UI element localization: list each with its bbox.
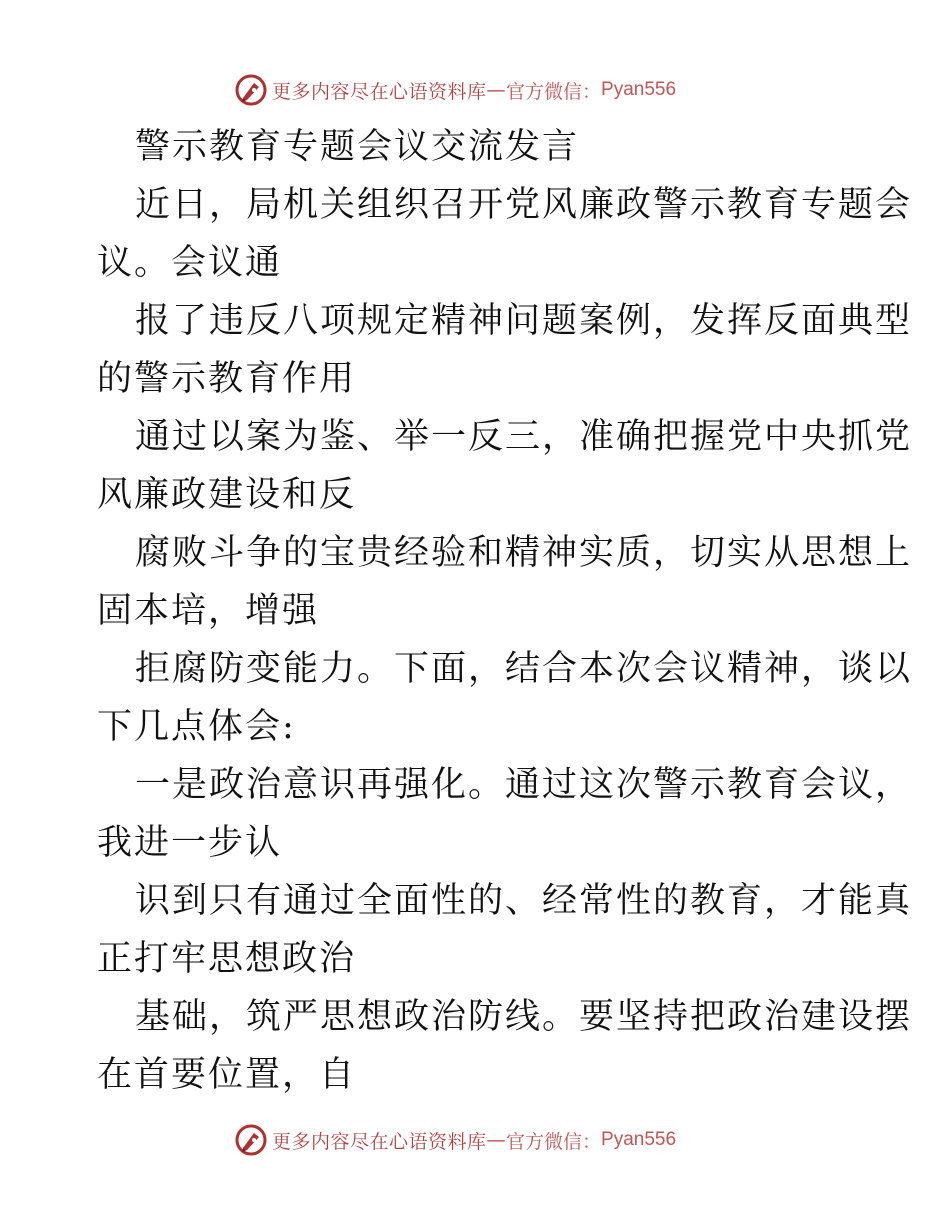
paragraph-line: 议。会议通: [97, 243, 283, 283]
footer-dash: —: [486, 1129, 507, 1151]
pen-nib-logo-icon: [234, 1123, 268, 1157]
footer-banner: [234, 1120, 714, 1160]
paragraph-line: 腐败斗争的宝贵经验和精神实质，切实从思想上: [135, 533, 913, 573]
paragraph-line: 报了违反八项规定精神问题案例，发挥反面典型: [135, 301, 913, 341]
paragraph-line: 近日，局机关组织召开党风廉政警示教育专题会: [135, 185, 913, 225]
paragraph-line: 一是政治意识再强化。通过这次警示教育会议，: [135, 765, 913, 805]
paragraph-line: 的警示教育作用: [97, 359, 357, 399]
header-wechat-id: Pyan556: [601, 79, 677, 100]
footer-promo-text: 更多内容尽在心语资料库: [272, 1130, 487, 1153]
header-dash: —: [486, 79, 507, 101]
paragraph-line: 在首要位置，自: [97, 1055, 357, 1095]
header-banner: [234, 70, 714, 110]
paragraph-line: 我进一步认: [97, 823, 283, 863]
header-wechat-label: 官方微信：: [506, 80, 602, 103]
paragraph-line: 基础，筑严思想政治防线。要坚持把政治建设摆: [135, 997, 913, 1037]
paragraph-line: 拒腐防变能力。下面，结合本次会议精神，谈以: [135, 649, 913, 689]
paragraph-line: 风廉政建设和反: [97, 475, 357, 515]
footer-wechat-label: 官方微信：: [506, 1130, 602, 1153]
header-promo-text: 更多内容尽在心语资料库: [272, 80, 487, 103]
document-title: 警示教育专题会议交流发言: [135, 127, 580, 167]
paragraph-line: 正打牢思想政治: [97, 939, 357, 979]
paragraph-line: 通过以案为鉴、举一反三，准确把握党中央抓党: [135, 417, 913, 457]
paragraph-line: 下几点体会:: [97, 707, 296, 747]
paragraph-line: 固本培，增强: [97, 591, 320, 631]
document-body: [97, 118, 913, 1104]
paragraph-line: 识到只有通过全面性的、经常性的教育，才能真: [135, 881, 913, 921]
pen-nib-logo-icon: [234, 73, 268, 107]
footer-wechat-id: Pyan556: [601, 1129, 677, 1150]
